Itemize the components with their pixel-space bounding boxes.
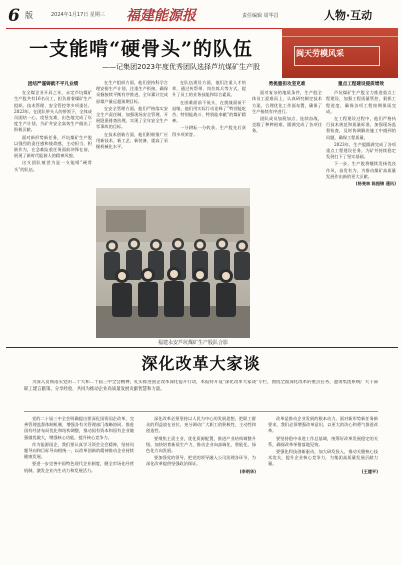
article-headline: 一支能啃“硬骨头”的队伍 bbox=[29, 38, 253, 60]
paragraph: 在生产组织方面，他们坚持科学合理安排生产计划，注重生产衔接，确保采掘接续平衡有序推进，全年累计完成原煤产量远超预期目标。 bbox=[96, 80, 168, 104]
paragraph: 深化改革必须坚持以人民为中心的发展思想，把职工群众的利益放在首位，充分调动广大职工的积极性、主动性和创造性。 bbox=[146, 416, 256, 434]
dateline: 2024年1月17日 星期三 bbox=[51, 12, 105, 18]
paragraph: 下一步，生产股将继续发扬优良作风，奋发有为，为推动煤矿高质量发展作出新的更大贡献。 bbox=[326, 161, 396, 179]
paragraph: 这支团队被誉为是一支能啃“硬骨头”的队伍。 bbox=[14, 160, 92, 172]
paragraph: 在全煤企业开局之年，永定芦坑煤矿生产股共有16名员工，担负着着煤矿生产组织、技术管理、安全管控等多项重任。2023年，在团队带头人的带领下，全体成员团结一心、攻坚克难，出色地完成了年度生产计划，为矿井安全高效生产做出了积极贡献。 bbox=[14, 90, 92, 133]
paragraph: 面对复杂的地质条件，生产股全体员工迎难而上，认真研究制定技术方案，合理优化工作面布置，确保了生产接续有序进行。 bbox=[252, 90, 322, 114]
reform-divider bbox=[24, 411, 378, 412]
article-column-5 bbox=[326, 80, 396, 340]
paragraph: 党的二十届三中全会明确提出要深化国资国企改革，完善管理监督体制机制，增强各有关管理部门战略协同，推进国有经济布局优化和结构调整，推动国有资本和国有企业做强做优做大，增强核心功能，提升核心竞争力。 bbox=[24, 416, 134, 440]
newspaper-brand: 福建能源报 bbox=[126, 8, 196, 24]
reform-column-3 bbox=[268, 416, 378, 561]
banner-label: 闽天劳模风采 bbox=[296, 49, 344, 58]
banner-divider bbox=[282, 36, 398, 37]
paragraph: 一分耕耘一分收获，生产股先后获得多项荣誉。 bbox=[172, 125, 246, 137]
paragraph: 要加强党的领导，把党的领导融入公司治理各环节，为深化改革提供坚强政治保证。 bbox=[146, 455, 256, 467]
paragraph: 在技术创新方面，他们积极推广应用新技术、新工艺、新装备，提高了采掘机械化水平。 bbox=[96, 131, 168, 150]
reform-byline: (李明华) bbox=[239, 468, 256, 474]
article-byline: (杨亮林 陈振锦 通讯) bbox=[355, 181, 396, 187]
column-subtitle: 团结严谨铸就不平凡业绩 bbox=[27, 82, 79, 87]
reform-column-2 bbox=[146, 416, 256, 561]
paragraph: 作为能源国企，我们要认真学习领会全会精神，坚持问题导向和目标导向相统一，以改革创新的精神推动企业持续健康发展。 bbox=[24, 441, 134, 460]
reform-intro: 为深入贯彻落实党的二十大和二十届三中全会精神，扎实推进国企改革深化提升行动，本报特开设“深化改革大家谈”专栏，围绕全面深化改革的重点任务，邀请集团系统广大干部职工建言献策、分享经验，共同为推动企业高质量发展贡献智慧和力量。 bbox=[24, 380, 378, 392]
page-number: 6 bbox=[8, 6, 20, 26]
reform-section-title: 深化改革大家谈 bbox=[141, 354, 261, 373]
paragraph: 芦坑煤矿生产股全力推进重点工程建设，加强工程质量管控，狠抓工程进度，确保各项工程按期保质完成。 bbox=[326, 90, 396, 114]
team-group-photo bbox=[96, 188, 250, 338]
article-column-4 bbox=[252, 80, 322, 262]
paragraph: 在困难面前不低头，在挑战面前不退缩，他们用实际行动诠释了“特别能吃苦、特别能战斗、特别能奉献”的煤矿精神。 bbox=[172, 99, 246, 124]
paragraph: 要强化科技创新驱动，加大研发投入，推动关键核心技术攻关，提升企业核心竞争力，为集团高质量发展贡献力量。 bbox=[268, 449, 378, 467]
paragraph: 在队伍建设方面，他们注重人才培养，通过传帮带、岗位练兵等方式，提升了员工的业务技能和综合素质。 bbox=[172, 80, 246, 98]
photo-caption: 福建永安芦坑煤矿生产股队合影 bbox=[157, 340, 228, 346]
section-banner bbox=[282, 28, 398, 78]
section-title: 人物·互动 bbox=[324, 9, 373, 22]
column-subtitle: 勇挑重担攻坚克难 bbox=[268, 82, 306, 87]
paragraph: 要聚焦主责主业，优化资源配置，推进产业结构调整升级，加快培育新质生产力，推动企业向高端化、智能化、绿色化方向发展。 bbox=[146, 435, 256, 454]
article-column-1 bbox=[14, 80, 92, 335]
column-subtitle: 重点工程建设提质增效 bbox=[338, 82, 384, 87]
page-number-label: 版 bbox=[25, 11, 33, 20]
paragraph: 要坚持稳中求进工作总基调，统筹好改革发展稳定的关系，确保改革举措落地见效。 bbox=[268, 435, 378, 447]
page-header bbox=[6, 6, 398, 29]
team-photo-image bbox=[96, 188, 250, 338]
article-subhead: ——记集团2023年度优秀团队选择芦坑煤矿生产股 bbox=[102, 63, 260, 71]
section-divider bbox=[6, 347, 398, 348]
paragraph: 在工程建设过程中，他们严格执行技术规范和质量标准，加强现场监督检查，及时协调解决施工中遇到的问题，确保工程质量。 bbox=[326, 116, 396, 140]
editor-meta: 责任编辑 周华昌 bbox=[242, 13, 279, 19]
paragraph: 面对新形势新任务，芦坑煤矿生产股以强烈的责任感和使命感，主动担当、积极作为，在急难险重任务面前冲锋在前，展现了新时代能源人的精神风貌。 bbox=[14, 134, 92, 159]
paragraph: 改革是推动企业发展的根本动力。面对新形势新任务新要求，我们必须增强改革意识，以更大的决心和勇气推进改革。 bbox=[268, 416, 378, 434]
reform-column-1 bbox=[24, 416, 134, 561]
paragraph: 在安全管理方面，他们严格落实安全生产责任制，加强现场安全管理，开展隐患排查治理，实现了全年安全生产零事故的目标。 bbox=[96, 105, 168, 130]
paragraph: 2023年，生产股圆满完成了各项重点工程建设任务，为矿井持续稳定发展打下了坚实基础。 bbox=[326, 141, 396, 160]
paragraph: 要进一步完善中国特色现代企业制度，健全市场化经营机制，激发企业内生动力和发展活力。 bbox=[24, 461, 134, 473]
reform-byline: (王建平) bbox=[361, 468, 378, 474]
paragraph: 团队成员加班加点、连续奋战，克服了种种困难，圆满完成了各项任务。 bbox=[252, 116, 322, 134]
